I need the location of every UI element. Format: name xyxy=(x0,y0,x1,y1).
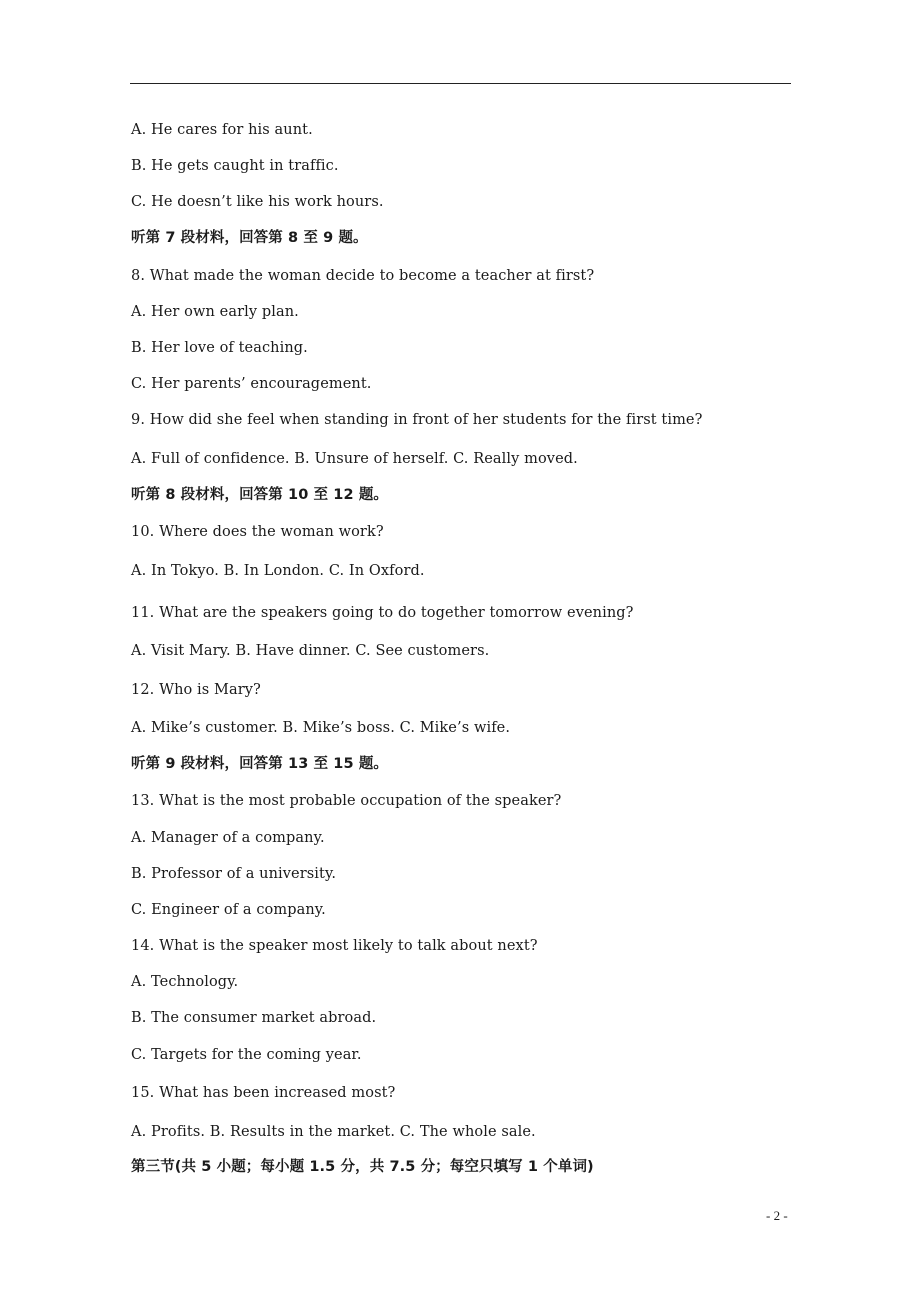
question-line: 15. What has been increased most? xyxy=(131,1085,396,1101)
section-heading: 第三节(共 5 小题；每小题 1.5 分，共 7.5 分；每空只填写 1 个单词) xyxy=(131,1159,594,1175)
option-line: A. Profits. B. Results in the market. C. The whole sale. xyxy=(131,1124,536,1140)
option-line: A. Her own early plan. xyxy=(131,304,299,320)
section-heading: 听第 9 段材料，回答第 13 至 15 题。 xyxy=(131,756,389,772)
option-line: A. Mike’s customer. B. Mike’s boss. C. Mike’s wife. xyxy=(131,720,511,736)
option-line: C. Engineer of a company. xyxy=(131,902,326,918)
option-line: A. In Tokyo. B. In London. C. In Oxford. xyxy=(131,563,425,579)
option-line: A. Visit Mary. B. Have dinner. C. See customers. xyxy=(131,643,490,659)
question-line: 9. How did she feel when standing in front of her students for the first time? xyxy=(131,412,703,428)
question-line: 8. What made the woman decide to become a teacher at first? xyxy=(131,268,595,284)
question-line: 11. What are the speakers going to do together tomorrow evening? xyxy=(131,605,634,621)
question-line: 12. Who is Mary? xyxy=(131,682,261,698)
option-line: C. Her parents’ encouragement. xyxy=(131,376,372,392)
option-line: B. Her love of teaching. xyxy=(131,340,308,356)
page-number: - 2 - xyxy=(766,1208,788,1223)
option-line: C. He doesn’t like his work hours. xyxy=(131,194,384,210)
header-rule xyxy=(130,83,791,84)
option-line: A. Manager of a company. xyxy=(131,830,325,846)
question-line: 14. What is the speaker most likely to talk about next? xyxy=(131,938,538,954)
option-line: B. Professor of a university. xyxy=(131,866,337,882)
section-heading: 听第 8 段材料，回答第 10 至 12 题。 xyxy=(131,487,389,503)
section-heading: 听第 7 段材料，回答第 8 至 9 题。 xyxy=(131,230,368,246)
option-line: A. Technology. xyxy=(131,974,239,990)
option-line: A. Full of confidence. B. Unsure of herself. C. Really moved. xyxy=(131,451,578,467)
option-line: B. He gets caught in traffic. xyxy=(131,158,339,174)
option-line: B. The consumer market abroad. xyxy=(131,1010,377,1026)
question-line: 10. Where does the woman work? xyxy=(131,524,384,540)
option-line: C. Targets for the coming year. xyxy=(131,1047,362,1063)
option-line: A. He cares for his aunt. xyxy=(131,122,313,138)
question-line: 13. What is the most probable occupation of the speaker? xyxy=(131,793,562,809)
